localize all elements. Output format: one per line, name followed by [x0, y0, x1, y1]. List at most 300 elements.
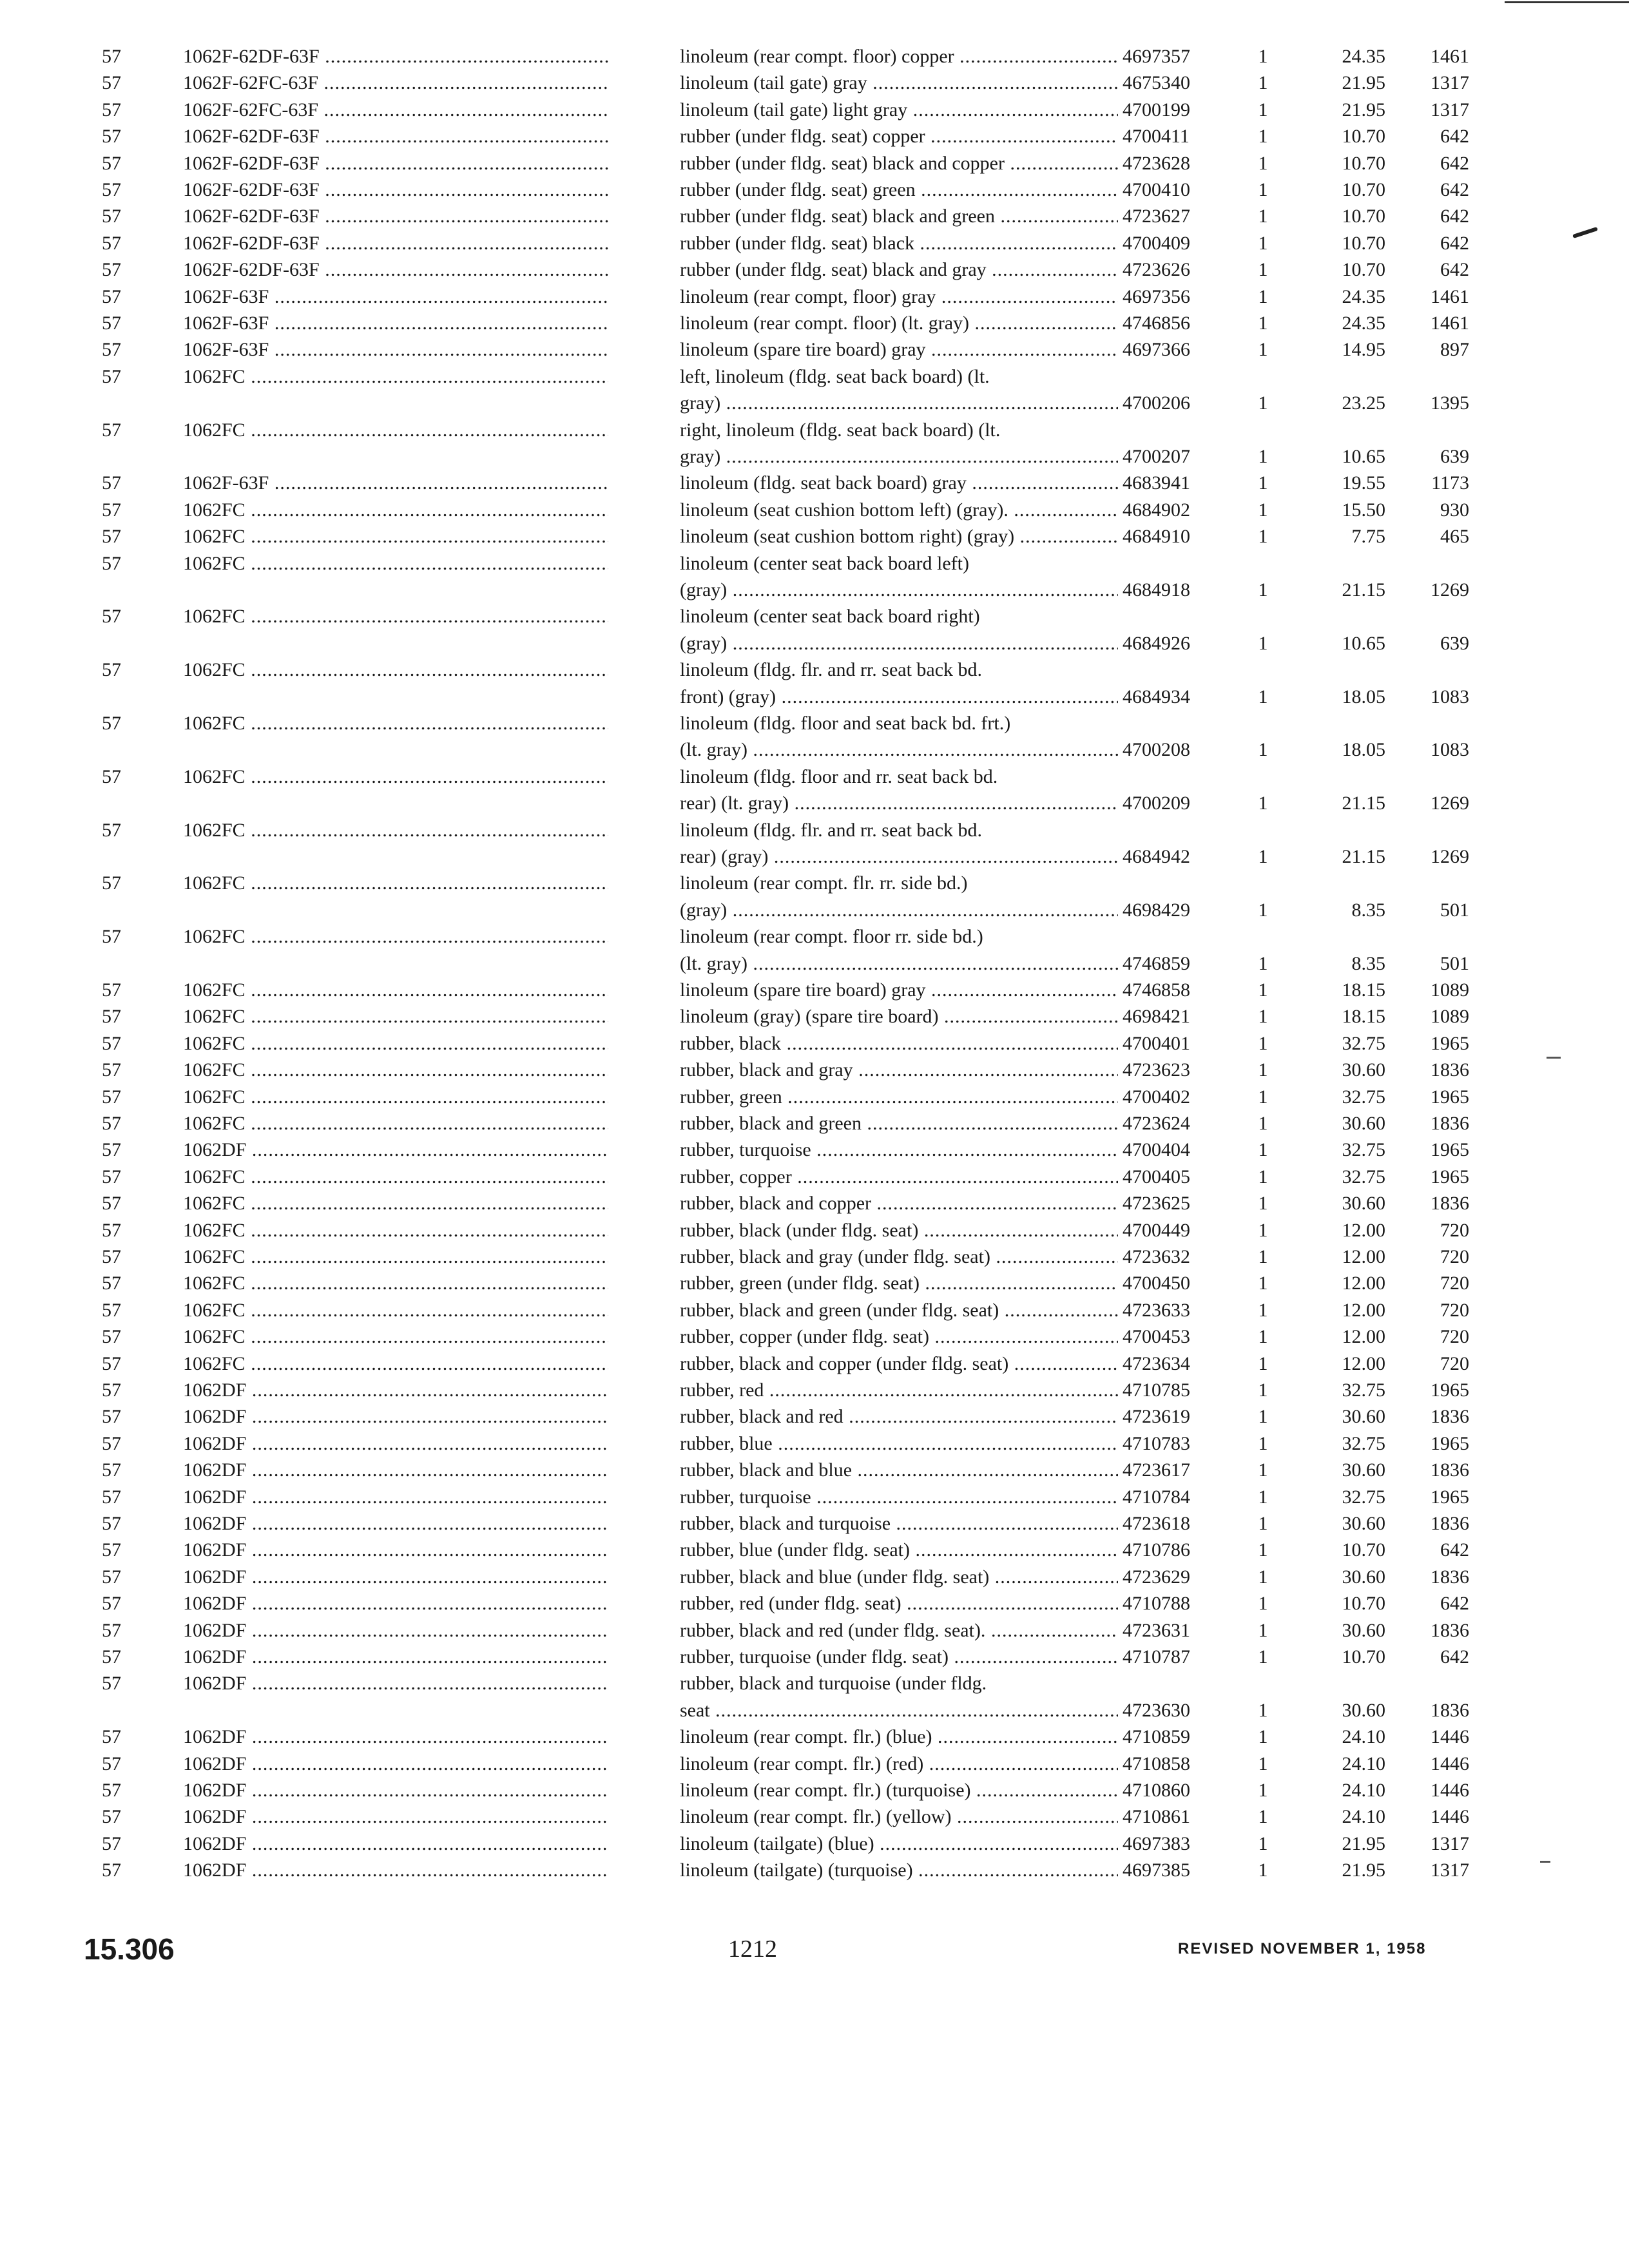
price-cell: 18.05: [1342, 739, 1385, 761]
quantity-cell: 1: [1258, 686, 1268, 707]
price-cell: 30.60: [1342, 1193, 1385, 1215]
description-cell: linoleum (tailgate) (blue) .....: [680, 1831, 1118, 1857]
price-cell: 10.65: [1342, 446, 1385, 467]
year-cell: 57: [102, 1113, 121, 1134]
year-cell: 57: [102, 499, 121, 521]
year-cell: 57: [102, 1326, 121, 1348]
code-cell: 1836: [1431, 1193, 1469, 1215]
model-cell: 1062F-63F .....: [183, 470, 608, 496]
code-cell: 1446: [1431, 1753, 1469, 1774]
price-cell: 21.15: [1342, 793, 1385, 814]
model-cell: 1062DF .....: [183, 1378, 608, 1403]
part-number-cell: 4698429: [1123, 899, 1190, 921]
code-cell: 720: [1440, 1326, 1469, 1348]
price-cell: 30.60: [1342, 1619, 1385, 1641]
code-cell: 1317: [1431, 1832, 1469, 1854]
description-cell: (gray) .....: [680, 577, 1118, 603]
model-cell: 1062FC .....: [183, 1351, 608, 1377]
part-number-cell: 4723626: [1123, 259, 1190, 281]
code-cell: 642: [1440, 152, 1469, 174]
code-cell: 1836: [1431, 1059, 1469, 1081]
code-cell: 1173: [1431, 472, 1469, 494]
price-cell: 10.70: [1342, 1539, 1385, 1561]
model-cell: 1062FC .....: [183, 1271, 608, 1296]
price-cell: 10.70: [1342, 152, 1385, 174]
model-cell: 1062FC .....: [183, 924, 608, 950]
quantity-cell: 1: [1258, 1539, 1268, 1561]
code-cell: 1083: [1431, 739, 1469, 761]
description-cell: rubber, black and gray .....: [680, 1057, 1118, 1083]
year-cell: 57: [102, 713, 121, 734]
quantity-cell: 1: [1258, 1753, 1268, 1774]
part-number-cell: 4697366: [1123, 339, 1190, 361]
part-number-cell: 4723629: [1123, 1566, 1190, 1588]
quantity-cell: 1: [1258, 632, 1268, 654]
quantity-cell: 1: [1258, 1113, 1268, 1134]
model-cell: 1062FC .....: [183, 1218, 608, 1244]
model-cell: 1062FC .....: [183, 1057, 608, 1083]
description-cell: rubber (under fldg. seat) green .....: [680, 177, 1118, 203]
price-cell: 8.35: [1351, 899, 1385, 921]
model-cell: 1062FC .....: [183, 1191, 608, 1216]
code-cell: 1461: [1431, 312, 1469, 334]
part-number-cell: 4710788: [1123, 1593, 1190, 1615]
description-cell: linoleum (gray) (spare tire board) .....: [680, 1004, 1118, 1030]
part-number-cell: 4684910: [1123, 526, 1190, 548]
model-cell: 1062F-62DF-63F .....: [183, 151, 608, 177]
code-cell: 720: [1440, 1219, 1469, 1241]
part-number-cell: 4697385: [1123, 1860, 1190, 1881]
part-number-cell: 4684942: [1123, 846, 1190, 867]
description-cell: linoleum (seat cushion bottom right) (gray) .....: [680, 524, 1118, 550]
description-cell: rubber, turquoise .....: [680, 1485, 1118, 1510]
model-cell: 1062FC .....: [183, 1324, 608, 1350]
page-number: 1212: [728, 1936, 777, 1963]
year-cell: 57: [102, 606, 121, 628]
price-cell: 24.10: [1342, 1753, 1385, 1774]
quantity-cell: 1: [1258, 1352, 1268, 1374]
quantity-cell: 1: [1258, 846, 1268, 867]
quantity-cell: 1: [1258, 1193, 1268, 1215]
price-cell: 12.00: [1342, 1299, 1385, 1321]
model-cell: 1062F-63F .....: [183, 284, 608, 310]
model-cell: 1062F-63F .....: [183, 311, 608, 336]
year-cell: 57: [102, 1432, 121, 1454]
model-cell: 1062FC .....: [183, 1031, 608, 1057]
description-cell: rear) (lt. gray) .....: [680, 791, 1118, 816]
part-number-cell: 4723631: [1123, 1619, 1190, 1641]
description-cell: linoleum (tail gate) light gray .....: [680, 97, 1118, 123]
quantity-cell: 1: [1258, 1406, 1268, 1428]
part-number-cell: 4723632: [1123, 1246, 1190, 1267]
quantity-cell: 1: [1258, 152, 1268, 174]
model-cell: 1062DF .....: [183, 1485, 608, 1510]
part-number-cell: 4710860: [1123, 1780, 1190, 1801]
quantity-cell: 1: [1258, 232, 1268, 254]
description-cell: linoleum (tail gate) gray .....: [680, 70, 1118, 96]
quantity-cell: 1: [1258, 1219, 1268, 1241]
model-cell: 1062FC .....: [183, 497, 608, 523]
description-cell: rubber, black .....: [680, 1031, 1118, 1057]
code-cell: 1965: [1431, 1379, 1469, 1401]
description-cell: rubber, black and red (under fldg. seat). .....: [680, 1618, 1118, 1644]
quantity-cell: 1: [1258, 1566, 1268, 1588]
revision-date: REVISED NOVEMBER 1, 1958: [1178, 1940, 1427, 1957]
part-number-cell: 4700209: [1123, 793, 1190, 814]
quantity-cell: 1: [1258, 1726, 1268, 1748]
quantity-cell: 1: [1258, 339, 1268, 361]
year-cell: 57: [102, 1673, 121, 1695]
quantity-cell: 1: [1258, 526, 1268, 548]
year-cell: 57: [102, 1139, 121, 1161]
model-cell: 1062FC .....: [183, 524, 608, 550]
part-number-cell: 4675340: [1123, 72, 1190, 94]
part-number-cell: 4710783: [1123, 1432, 1190, 1454]
model-cell: 1062FC .....: [183, 764, 608, 790]
price-cell: 12.00: [1342, 1273, 1385, 1294]
price-cell: 10.70: [1342, 1593, 1385, 1615]
part-number-cell: 4700450: [1123, 1273, 1190, 1294]
code-cell: 1446: [1431, 1780, 1469, 1801]
year-cell: 57: [102, 339, 121, 361]
price-cell: 24.35: [1342, 46, 1385, 67]
price-cell: 30.60: [1342, 1566, 1385, 1588]
code-cell: 1461: [1431, 46, 1469, 67]
year-cell: 57: [102, 1246, 121, 1267]
description-cell: linoleum (rear compt. flr.) (blue) .....: [680, 1724, 1118, 1750]
price-cell: 32.75: [1342, 1486, 1385, 1508]
description-cell: linoleum (rear compt. flr. rr. side bd.): [680, 872, 968, 894]
part-number-cell: 4723617: [1123, 1459, 1190, 1481]
price-cell: 30.60: [1342, 1113, 1385, 1134]
code-cell: 1317: [1431, 1860, 1469, 1881]
quantity-cell: 1: [1258, 1432, 1268, 1454]
part-number-cell: 4700199: [1123, 99, 1190, 120]
code-cell: 501: [1440, 952, 1469, 974]
quantity-cell: 1: [1258, 793, 1268, 814]
model-cell: 1062F-62DF-63F .....: [183, 124, 608, 149]
year-cell: 57: [102, 99, 121, 120]
description-cell: rubber (under fldg. seat) black .....: [680, 231, 1118, 256]
year-cell: 57: [102, 1219, 121, 1241]
model-cell: 1062F-62DF-63F .....: [183, 44, 608, 70]
description-cell: gray) .....: [680, 444, 1118, 470]
model-cell: 1062F-62DF-63F .....: [183, 177, 608, 203]
model-cell: 1062FC .....: [183, 711, 608, 736]
model-cell: 1062DF .....: [183, 1671, 608, 1696]
code-cell: 720: [1440, 1246, 1469, 1267]
code-cell: 1317: [1431, 99, 1469, 120]
quantity-cell: 1: [1258, 579, 1268, 601]
model-cell: 1062DF .....: [183, 1724, 608, 1750]
year-cell: 57: [102, 1059, 121, 1081]
quantity-cell: 1: [1258, 1832, 1268, 1854]
model-cell: 1062F-62DF-63F .....: [183, 204, 608, 229]
description-cell: rubber, black and blue .....: [680, 1457, 1118, 1483]
year-cell: 57: [102, 285, 121, 307]
code-cell: 642: [1440, 259, 1469, 281]
year-cell: 57: [102, 259, 121, 281]
model-cell: 1062FC .....: [183, 870, 608, 896]
price-cell: 32.75: [1342, 1379, 1385, 1401]
price-cell: 7.75: [1351, 526, 1385, 548]
year-cell: 57: [102, 1352, 121, 1374]
part-number-cell: 4723627: [1123, 206, 1190, 227]
code-cell: 720: [1440, 1352, 1469, 1374]
part-number-cell: 4700404: [1123, 1139, 1190, 1161]
year-cell: 57: [102, 179, 121, 200]
description-cell: rubber, copper (under fldg. seat) .....: [680, 1324, 1118, 1350]
model-cell: 1062DF .....: [183, 1858, 608, 1883]
code-cell: 501: [1440, 899, 1469, 921]
description-cell: linoleum (center seat back board right): [680, 606, 980, 628]
quantity-cell: 1: [1258, 1379, 1268, 1401]
description-cell: rubber, red .....: [680, 1378, 1118, 1403]
model-cell: 1062F-62FC-63F .....: [183, 70, 608, 96]
price-cell: 10.70: [1342, 206, 1385, 227]
quantity-cell: 1: [1258, 1619, 1268, 1641]
price-cell: 21.15: [1342, 579, 1385, 601]
code-cell: 639: [1440, 632, 1469, 654]
part-number-cell: 4710784: [1123, 1486, 1190, 1508]
model-cell: 1062F-62FC-63F .....: [183, 97, 608, 123]
price-cell: 12.00: [1342, 1352, 1385, 1374]
model-cell: 1062DF .....: [183, 1457, 608, 1483]
quantity-cell: 1: [1258, 1486, 1268, 1508]
price-cell: 21.95: [1342, 99, 1385, 120]
price-cell: 19.55: [1342, 472, 1385, 494]
model-cell: 1062DF .....: [183, 1564, 608, 1590]
code-cell: 1317: [1431, 72, 1469, 94]
description-cell: linoleum (spare tire board) gray .....: [680, 977, 1118, 1003]
part-number-cell: 4723619: [1123, 1406, 1190, 1428]
code-cell: 1836: [1431, 1619, 1469, 1641]
quantity-cell: 1: [1258, 1166, 1268, 1187]
quantity-cell: 1: [1258, 126, 1268, 148]
description-cell: rubber, blue (under fldg. seat) .....: [680, 1537, 1118, 1563]
price-cell: 23.25: [1342, 392, 1385, 414]
part-number-cell: 4684902: [1123, 499, 1190, 521]
description-cell: linoleum (seat cushion bottom left) (gray). .....: [680, 497, 1118, 523]
year-cell: 57: [102, 1806, 121, 1828]
description-cell: linoleum (fldg. flr. and rr. seat back bd.: [680, 659, 983, 681]
part-number-cell: 4723623: [1123, 1059, 1190, 1081]
description-cell: rubber, black and copper (under fldg. seat) .....: [680, 1351, 1118, 1377]
model-cell: 1062DF .....: [183, 1537, 608, 1563]
year-cell: 57: [102, 1646, 121, 1667]
year-cell: 57: [102, 1406, 121, 1428]
price-cell: 24.10: [1342, 1726, 1385, 1748]
price-cell: 10.70: [1342, 1646, 1385, 1667]
code-cell: 1965: [1431, 1032, 1469, 1054]
model-cell: 1062DF .....: [183, 1618, 608, 1644]
year-cell: 57: [102, 979, 121, 1001]
part-number-cell: 4723633: [1123, 1299, 1190, 1321]
description-cell: linoleum (spare tire board) gray .....: [680, 337, 1118, 363]
price-cell: 18.05: [1342, 686, 1385, 707]
price-cell: 32.75: [1342, 1086, 1385, 1108]
year-cell: 57: [102, 1726, 121, 1748]
part-number-cell: 4700208: [1123, 739, 1190, 761]
description-cell: rubber, black and green (under fldg. seat) .....: [680, 1298, 1118, 1323]
code-cell: 1269: [1431, 579, 1469, 601]
quantity-cell: 1: [1258, 1459, 1268, 1481]
description-cell: rubber, turquoise (under fldg. seat) .....: [680, 1644, 1118, 1670]
price-cell: 8.35: [1351, 952, 1385, 974]
description-cell: rubber (under fldg. seat) copper .....: [680, 124, 1118, 149]
quantity-cell: 1: [1258, 72, 1268, 94]
year-cell: 57: [102, 872, 121, 894]
code-cell: 1089: [1431, 1006, 1469, 1028]
year-cell: 57: [102, 1619, 121, 1641]
description-cell: rubber, turquoise .....: [680, 1137, 1118, 1163]
price-cell: 32.75: [1342, 1139, 1385, 1161]
year-cell: 57: [102, 1593, 121, 1615]
part-number-cell: 4710858: [1123, 1753, 1190, 1774]
code-cell: 642: [1440, 232, 1469, 254]
part-number-cell: 4684918: [1123, 579, 1190, 601]
description-cell: seat .....: [680, 1698, 1118, 1724]
quantity-cell: 1: [1258, 1299, 1268, 1321]
year-cell: 57: [102, 1166, 121, 1187]
quantity-cell: 1: [1258, 206, 1268, 227]
year-cell: 57: [102, 926, 121, 948]
description-cell: rubber, blue .....: [680, 1431, 1118, 1457]
price-cell: 21.95: [1342, 1860, 1385, 1881]
code-cell: 1089: [1431, 979, 1469, 1001]
year-cell: 57: [102, 1299, 121, 1321]
description-cell: rubber (under fldg. seat) black and copper .....: [680, 151, 1118, 177]
part-number-cell: 4698421: [1123, 1006, 1190, 1028]
quantity-cell: 1: [1258, 1006, 1268, 1028]
quantity-cell: 1: [1258, 1273, 1268, 1294]
description-cell: rubber, black and blue (under fldg. seat) .....: [680, 1564, 1118, 1590]
quantity-cell: 1: [1258, 1646, 1268, 1667]
price-cell: 30.60: [1342, 1513, 1385, 1534]
model-cell: 1062FC .....: [183, 1084, 608, 1110]
year-cell: 57: [102, 419, 121, 441]
code-cell: 1269: [1431, 793, 1469, 814]
part-number-cell: 4723624: [1123, 1113, 1190, 1134]
price-cell: 18.15: [1342, 979, 1385, 1001]
description-cell: (gray) .....: [680, 631, 1118, 657]
description-cell: right, linoleum (fldg. seat back board) (lt.: [680, 419, 1001, 441]
description-cell: linoleum (rear compt. flr.) (yellow) .....: [680, 1804, 1118, 1830]
price-cell: 21.95: [1342, 1832, 1385, 1854]
code-cell: 720: [1440, 1299, 1469, 1321]
year-cell: 57: [102, 1006, 121, 1028]
year-cell: 57: [102, 1513, 121, 1534]
part-number-cell: 4723618: [1123, 1513, 1190, 1534]
code-cell: 1083: [1431, 686, 1469, 707]
price-cell: 18.15: [1342, 1006, 1385, 1028]
code-cell: 642: [1440, 1646, 1469, 1667]
year-cell: 57: [102, 126, 121, 148]
part-number-cell: 4723634: [1123, 1352, 1190, 1374]
price-cell: 24.10: [1342, 1780, 1385, 1801]
price-cell: 15.50: [1342, 499, 1385, 521]
description-cell: rubber, black (under fldg. seat) .....: [680, 1218, 1118, 1244]
model-cell: 1062DF .....: [183, 1404, 608, 1430]
part-number-cell: 4700401: [1123, 1032, 1190, 1054]
model-cell: 1062DF .....: [183, 1831, 608, 1857]
description-cell: (gray) .....: [680, 898, 1118, 923]
year-cell: 57: [102, 1086, 121, 1108]
description-cell: rubber (under fldg. seat) black and gray .....: [680, 257, 1118, 283]
quantity-cell: 1: [1258, 472, 1268, 494]
quantity-cell: 1: [1258, 446, 1268, 467]
model-cell: 1062F-62DF-63F .....: [183, 257, 608, 283]
description-cell: linoleum (fldg. seat back board) gray .....: [680, 470, 1118, 496]
description-cell: linoleum (fldg. floor and rr. seat back bd.: [680, 765, 998, 787]
part-number-cell: 4684926: [1123, 632, 1190, 654]
model-cell: 1062FC .....: [183, 1004, 608, 1030]
description-cell: rear) (gray) .....: [680, 844, 1118, 870]
price-cell: 12.00: [1342, 1219, 1385, 1241]
year-cell: 57: [102, 552, 121, 574]
year-cell: 57: [102, 1753, 121, 1774]
year-cell: 57: [102, 1193, 121, 1215]
year-cell: 57: [102, 312, 121, 334]
part-number-cell: 4746858: [1123, 979, 1190, 1001]
description-cell: linoleum (rear compt, floor) gray .....: [680, 284, 1118, 310]
price-cell: 10.70: [1342, 232, 1385, 254]
model-cell: 1062FC .....: [183, 1164, 608, 1190]
model-cell: 1062DF .....: [183, 1751, 608, 1777]
description-cell: linoleum (center seat back board left): [680, 552, 969, 574]
quantity-cell: 1: [1258, 1806, 1268, 1828]
model-cell: 1062FC .....: [183, 551, 608, 577]
description-cell: rubber, green .....: [680, 1084, 1118, 1110]
part-number-cell: 4700409: [1123, 232, 1190, 254]
model-cell: 1062DF .....: [183, 1511, 608, 1537]
description-cell: rubber, black and turquoise (under fldg.: [680, 1673, 987, 1695]
part-number-cell: 4697383: [1123, 1832, 1190, 1854]
part-number-cell: 4684934: [1123, 686, 1190, 707]
price-cell: 24.35: [1342, 312, 1385, 334]
part-number-cell: 4710785: [1123, 1379, 1190, 1401]
code-cell: 1965: [1431, 1166, 1469, 1187]
code-cell: 1965: [1431, 1432, 1469, 1454]
model-cell: 1062FC .....: [183, 657, 608, 683]
code-cell: 720: [1440, 1273, 1469, 1294]
model-cell: 1062FC .....: [183, 818, 608, 843]
description-cell: gray) .....: [680, 390, 1118, 416]
part-number-cell: 4683941: [1123, 472, 1190, 494]
price-cell: 10.65: [1342, 632, 1385, 654]
code-cell: 1446: [1431, 1726, 1469, 1748]
description-cell: (lt. gray) .....: [680, 737, 1118, 763]
code-cell: 642: [1440, 179, 1469, 200]
year-cell: 57: [102, 526, 121, 548]
part-number-cell: 4697356: [1123, 285, 1190, 307]
quantity-cell: 1: [1258, 46, 1268, 67]
model-cell: 1062DF .....: [183, 1804, 608, 1830]
description-cell: rubber, black and green .....: [680, 1111, 1118, 1137]
year-cell: 57: [102, 1032, 121, 1054]
price-cell: 14.95: [1342, 339, 1385, 361]
part-number-cell: 4723628: [1123, 152, 1190, 174]
quantity-cell: 1: [1258, 1059, 1268, 1081]
model-cell: 1062F-63F .....: [183, 337, 608, 363]
description-cell: rubber, copper .....: [680, 1164, 1118, 1190]
part-number-cell: 4700411: [1123, 126, 1190, 148]
year-cell: 57: [102, 1780, 121, 1801]
quantity-cell: 1: [1258, 312, 1268, 334]
code-cell: 1836: [1431, 1459, 1469, 1481]
code-cell: 1446: [1431, 1806, 1469, 1828]
description-cell: linoleum (rear compt. floor) (lt. gray) .....: [680, 311, 1118, 336]
